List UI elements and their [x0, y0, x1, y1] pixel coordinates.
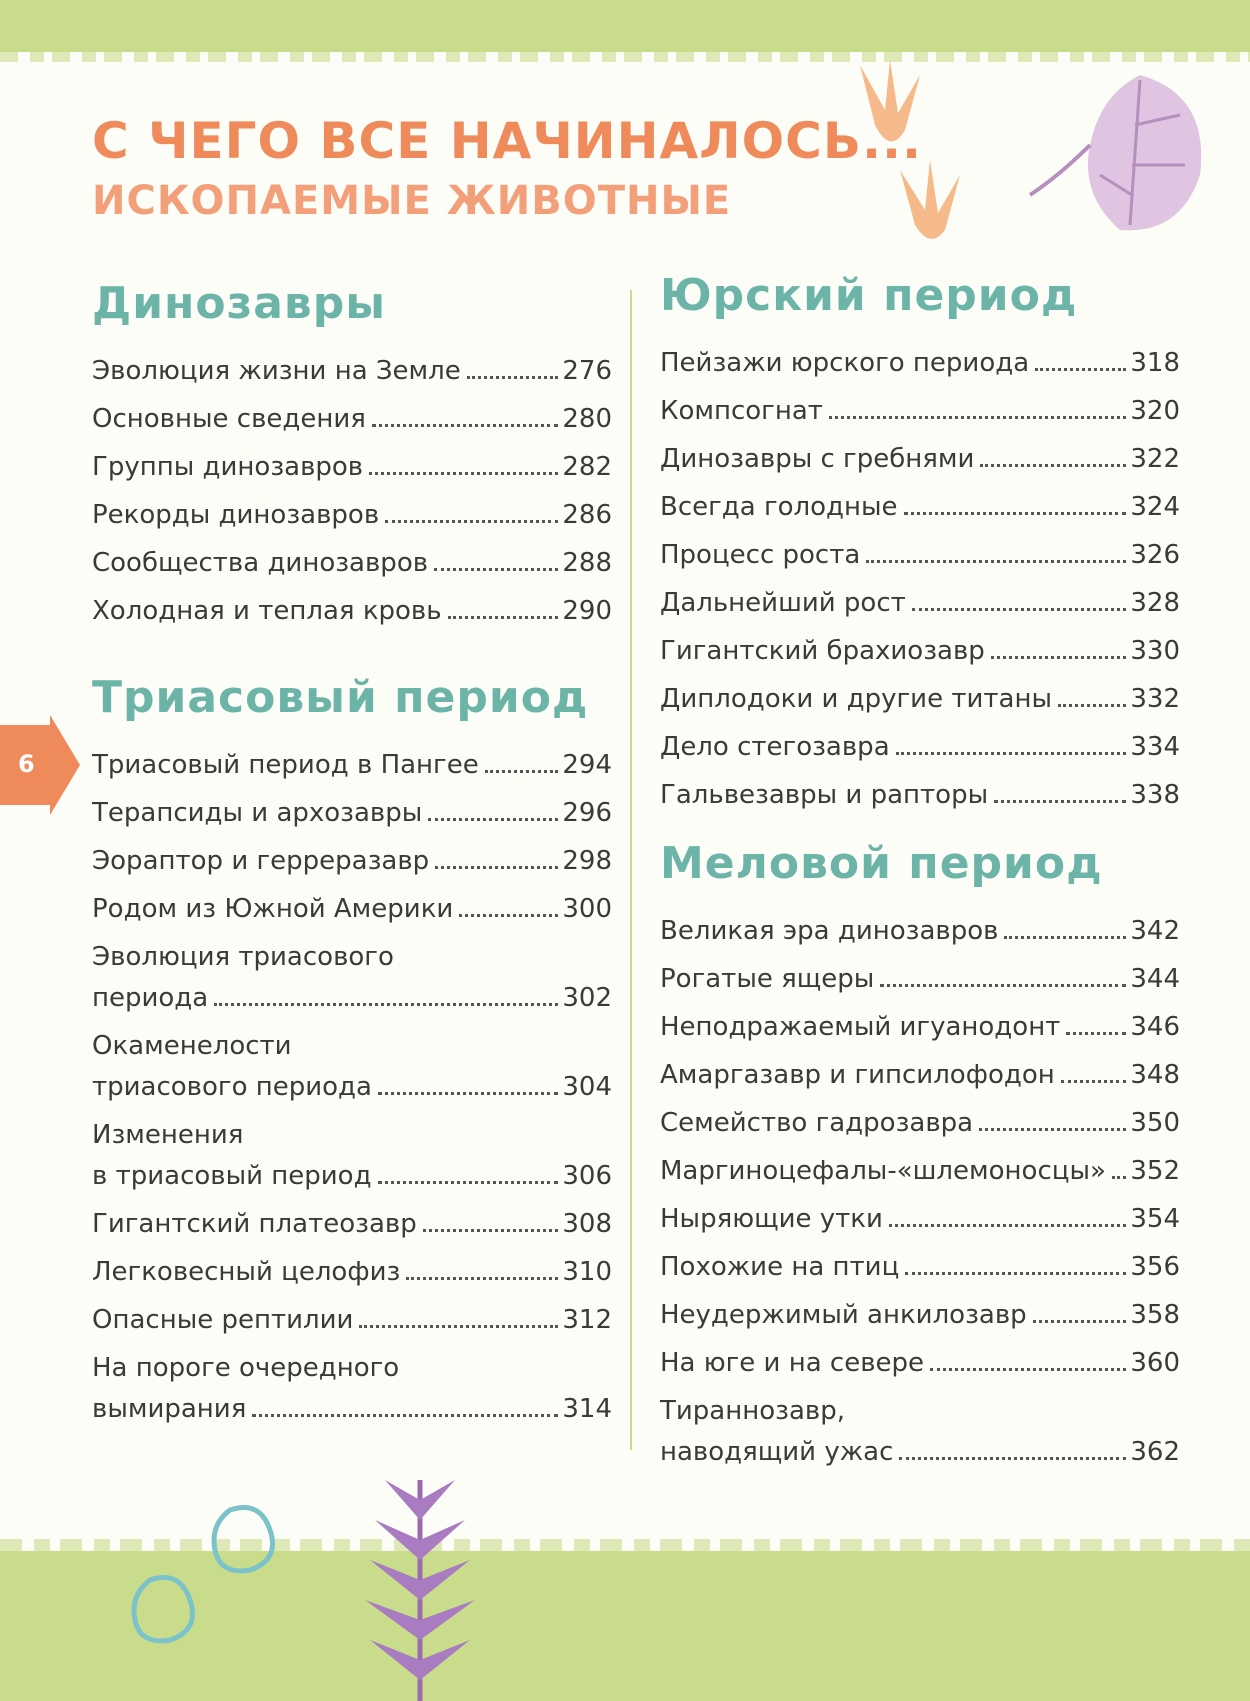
section-heading: Меловой период [660, 838, 1103, 889]
toc-entry-title: Эволюция жизни на Земле [92, 356, 461, 386]
toc-entry[interactable] [660, 1295, 1180, 1336]
dot-leader [980, 464, 1126, 467]
toc-entry-line [660, 959, 1180, 1000]
dot-leader [428, 818, 558, 821]
toc-entry-title: Великая эра динозавров [660, 916, 999, 946]
toc-entry-line [92, 543, 612, 584]
toc-entry-page: 324 [1130, 492, 1180, 522]
toc-entry-title: Динозавры с гребнями [660, 444, 975, 474]
toc-entry-page: 344 [1130, 964, 1180, 994]
toc-entry[interactable] [660, 631, 1180, 672]
toc-entry[interactable] [92, 745, 612, 786]
toc-entry[interactable] [660, 1247, 1180, 1288]
dot-leader [880, 984, 1126, 987]
leaf-icon [1020, 65, 1220, 245]
section-heading: Юрский период [660, 270, 1078, 321]
toc-entry-line [660, 1199, 1180, 1240]
dot-leader [991, 656, 1127, 659]
dot-leader [896, 752, 1127, 755]
toc-entry-line [92, 351, 612, 392]
toc-entry-title-line: На пороге очередного [92, 1353, 400, 1383]
toc-entry-page: 276 [562, 356, 612, 386]
toc-entry-title: Компсогнат [660, 396, 823, 426]
toc-entry-line [660, 911, 1180, 952]
toc-entry-title: в триасовый период [92, 1161, 372, 1191]
toc-entry-line [92, 1252, 612, 1293]
page-tab-arrow [0, 715, 80, 815]
toc-entry[interactable] [92, 1300, 612, 1341]
toc-entry-line [92, 745, 612, 786]
toc-entry-page: 356 [1130, 1252, 1180, 1282]
toc-entry-page: 308 [562, 1209, 612, 1239]
toc-entry-page: 302 [562, 983, 612, 1013]
section-triassic [92, 672, 612, 1437]
toc-entry-title: Холодная и теплая кровь [92, 596, 442, 626]
toc-entry-page: 328 [1130, 588, 1180, 618]
toc-entry[interactable] [92, 841, 612, 882]
toc-entry-page: 338 [1130, 780, 1180, 810]
toc-entry-page: 306 [562, 1161, 612, 1191]
toc-list [660, 911, 1180, 1473]
dot-leader [467, 376, 559, 379]
dot-leader [434, 568, 558, 571]
dot-leader [378, 1092, 558, 1095]
toc-entry[interactable] [660, 439, 1180, 480]
toc-entry[interactable] [660, 1199, 1180, 1240]
toc-entry[interactable] [92, 591, 612, 632]
dot-leader [912, 608, 1127, 611]
toc-entry-page: 288 [562, 548, 612, 578]
section-cretaceous [660, 838, 1180, 1480]
toc-entry-title: Терапсиды и архозавры [92, 798, 423, 828]
dot-leader [423, 1229, 559, 1232]
toc-entry-line [660, 1295, 1180, 1336]
toc-entry[interactable] [92, 1115, 612, 1197]
toc-entry-line [660, 1007, 1180, 1048]
toc-entry-page: 332 [1130, 684, 1180, 714]
toc-entry[interactable] [92, 1026, 612, 1108]
dot-leader [252, 1414, 558, 1417]
toc-entry-line [92, 889, 612, 930]
dot-leader [378, 1181, 559, 1184]
toc-entry[interactable] [660, 959, 1180, 1000]
toc-entry[interactable] [660, 1343, 1180, 1384]
page-number: 6 [18, 750, 35, 778]
toc-entry-line [92, 591, 612, 632]
toc-entry-title-line: Эволюция триасового [92, 942, 394, 972]
toc-entry-line [660, 535, 1180, 576]
dot-leader [899, 1457, 1126, 1460]
toc-entry-page: 320 [1130, 396, 1180, 426]
toc-entry-line [92, 399, 612, 440]
toc-entry[interactable] [660, 391, 1180, 432]
toc-entry-title: периода [92, 983, 209, 1013]
toc-entry-title: Гальвезавры и рапторы [660, 780, 989, 810]
toc-list [660, 343, 1180, 816]
toc-entry-line [660, 487, 1180, 528]
toc-entry-title: Маргиноцефалы-«шлемоносцы» [660, 1156, 1106, 1186]
toc-entry-title: Дальнейший рост [660, 588, 906, 618]
toc-entry[interactable] [660, 1007, 1180, 1048]
toc-entry-title: Неподражаемый игуанодонт [660, 1012, 1061, 1042]
toc-entry[interactable] [92, 1348, 612, 1430]
toc-entry-line [660, 727, 1180, 768]
toc-entry-title: Амаргазавр и гипсилофодон [660, 1060, 1055, 1090]
dot-leader [930, 1368, 1126, 1371]
toc-entry-title: Эораптор и герреразавр [92, 846, 430, 876]
toc-entry-line [660, 1151, 1180, 1192]
toc-entry-title: На юге и на севере [660, 1348, 925, 1378]
column-divider [630, 290, 632, 1450]
dot-leader [385, 520, 558, 523]
toc-entry-page: 358 [1130, 1300, 1180, 1330]
toc-entry[interactable] [92, 937, 612, 1019]
toc-entry-line [660, 1055, 1180, 1096]
toc-entry-title: наводящий ужас [660, 1437, 894, 1467]
toc-entry-page: 354 [1130, 1204, 1180, 1234]
toc-entry-title: вымирания [92, 1394, 247, 1424]
toc-entry-title: Легковесный целофиз [92, 1257, 401, 1287]
dot-leader [435, 866, 558, 869]
page-subtitle: ИСКОПАЕМЫЕ ЖИВОТНЫЕ [92, 178, 732, 224]
toc-entry[interactable] [660, 583, 1180, 624]
toc-entry-line [660, 1247, 1180, 1288]
toc-entry-line [660, 631, 1180, 672]
page-title: С ЧЕГО ВСЕ НАЧИНАЛОСЬ... [92, 112, 922, 170]
toc-entry-page: 318 [1130, 348, 1180, 378]
dot-leader [829, 416, 1126, 419]
dot-leader [214, 1003, 558, 1006]
dot-leader [1033, 1320, 1127, 1323]
toc-entry-page: 360 [1130, 1348, 1180, 1378]
toc-entry-page: 314 [562, 1394, 612, 1424]
dot-leader [866, 560, 1126, 563]
toc-entry-line [92, 793, 612, 834]
toc-entry-line [92, 1156, 612, 1197]
toc-entry[interactable] [92, 1252, 612, 1293]
toc-entry-line [92, 1067, 612, 1108]
dot-leader [1061, 1080, 1127, 1083]
toc-entry-line [660, 343, 1180, 384]
dot-leader [485, 770, 559, 773]
toc-entry-line [660, 583, 1180, 624]
toc-entry-page: 348 [1130, 1060, 1180, 1090]
toc-entry-page: 310 [562, 1257, 612, 1287]
toc-entry-title: Опасные рептилии [92, 1305, 354, 1335]
toc-entry-title-line: Тираннозавр, [660, 1396, 845, 1426]
dot-leader [904, 512, 1127, 515]
toc-entry-title: Неудержимый анкилозавр [660, 1300, 1027, 1330]
dot-leader [1066, 1032, 1126, 1035]
dot-leader [1035, 368, 1126, 371]
toc-entry-line [660, 679, 1180, 720]
toc-entry[interactable] [92, 1204, 612, 1245]
toc-entry[interactable] [92, 351, 612, 392]
toc-entry-page: 304 [562, 1072, 612, 1102]
dot-leader [1004, 936, 1126, 939]
toc-entry-title: Родом из Южной Америки [92, 894, 454, 924]
toc-entry-title: Процесс роста [660, 540, 861, 570]
toc-entry-line [660, 775, 1180, 816]
toc-entry[interactable] [92, 793, 612, 834]
section-heading: Триасовый период [92, 672, 589, 723]
toc-entry-page: 330 [1130, 636, 1180, 666]
toc-entry-page: 352 [1130, 1156, 1180, 1186]
section-jurassic [660, 270, 1180, 823]
toc-entry-line [92, 978, 612, 1019]
toc-entry-title: Дело стегозавра [660, 732, 890, 762]
dot-leader [372, 424, 558, 427]
toc-entry-title: Похожие на птиц [660, 1252, 900, 1282]
dot-leader [889, 1224, 1126, 1227]
toc-entry-line [660, 1432, 1180, 1473]
toc-entry[interactable] [660, 343, 1180, 384]
toc-entry[interactable] [92, 543, 612, 584]
toc-entry-title-line: Окаменелости [92, 1031, 292, 1061]
toc-entry[interactable] [660, 911, 1180, 952]
toc-entry-page: 322 [1130, 444, 1180, 474]
toc-entry-title: Рогатые ящеры [660, 964, 875, 994]
toc-entry-line [92, 1204, 612, 1245]
dot-leader [406, 1277, 558, 1280]
toc-entry-page: 296 [562, 798, 612, 828]
fern-icon [330, 1460, 510, 1701]
toc-entry-line [92, 447, 612, 488]
dot-leader [459, 914, 558, 917]
dot-leader [979, 1128, 1126, 1131]
section-dinosaurs [92, 278, 612, 639]
toc-entry-page: 298 [562, 846, 612, 876]
toc-entry[interactable] [92, 447, 612, 488]
toc-entry[interactable] [660, 1151, 1180, 1192]
dot-leader [905, 1272, 1126, 1275]
toc-entry-title-line: Изменения [92, 1120, 244, 1150]
dot-leader [359, 1325, 558, 1328]
toc-list [92, 351, 612, 632]
toc-entry-line [660, 1103, 1180, 1144]
toc-entry-page: 362 [1130, 1437, 1180, 1467]
toc-entry-title: Пейзажи юрского периода [660, 348, 1030, 378]
toc-entry-line [660, 1343, 1180, 1384]
toc-entry-line [92, 841, 612, 882]
toc-entry-page: 294 [562, 750, 612, 780]
toc-entry[interactable] [660, 1391, 1180, 1473]
toc-entry-title: триасового периода [92, 1072, 372, 1102]
toc-entry[interactable] [92, 495, 612, 536]
toc-entry-title: Рекорды динозавров [92, 500, 380, 530]
toc-entry[interactable] [660, 775, 1180, 816]
toc-entry-title: Основные сведения [92, 404, 366, 434]
toc-entry[interactable] [92, 399, 612, 440]
dot-leader [369, 472, 558, 475]
toc-entry[interactable] [92, 889, 612, 930]
toc-entry-page: 350 [1130, 1108, 1180, 1138]
dot-leader [1058, 704, 1126, 707]
toc-entry-title: Диплодоки и другие титаны [660, 684, 1052, 714]
toc-entry-title: Группы динозавров [92, 452, 364, 482]
toc-entry-line [660, 391, 1180, 432]
footprint-outline-icon [110, 1490, 300, 1660]
toc-entry-line [660, 439, 1180, 480]
toc-entry[interactable] [660, 727, 1180, 768]
toc-entry[interactable] [660, 487, 1180, 528]
toc-entry-title: Ныряющие утки [660, 1204, 883, 1234]
toc-entry-page: 334 [1130, 732, 1180, 762]
toc-entry-page: 342 [1130, 916, 1180, 946]
toc-entry-page: 282 [562, 452, 612, 482]
top-decorative-band [0, 0, 1250, 52]
toc-entry-page: 312 [562, 1305, 612, 1335]
toc-entry[interactable] [660, 1055, 1180, 1096]
toc-entry-page: 346 [1130, 1012, 1180, 1042]
toc-entry-title: Всегда голодные [660, 492, 898, 522]
toc-entry-title: Гигантский брахиозавр [660, 636, 985, 666]
toc-entry-line [92, 1300, 612, 1341]
dot-leader [1112, 1176, 1126, 1179]
toc-entry-page: 280 [562, 404, 612, 434]
toc-list [92, 745, 612, 1430]
toc-entry-title: Триасовый период в Пангее [92, 750, 479, 780]
section-heading: Динозавры [92, 278, 387, 329]
toc-entry-line [92, 1389, 612, 1430]
toc-entry[interactable] [660, 679, 1180, 720]
toc-entry-line [92, 495, 612, 536]
toc-entry-title: Сообщества динозавров [92, 548, 429, 578]
dot-leader [994, 800, 1126, 803]
toc-entry-page: 326 [1130, 540, 1180, 570]
toc-entry[interactable] [660, 1103, 1180, 1144]
toc-entry-title: Гигантский платеозавр [92, 1209, 417, 1239]
toc-entry-page: 290 [562, 596, 612, 626]
dot-leader [448, 616, 559, 619]
toc-entry[interactable] [660, 535, 1180, 576]
toc-entry-page: 300 [562, 894, 612, 924]
toc-entry-page: 286 [562, 500, 612, 530]
toc-entry-title: Семейство гадрозавра [660, 1108, 974, 1138]
